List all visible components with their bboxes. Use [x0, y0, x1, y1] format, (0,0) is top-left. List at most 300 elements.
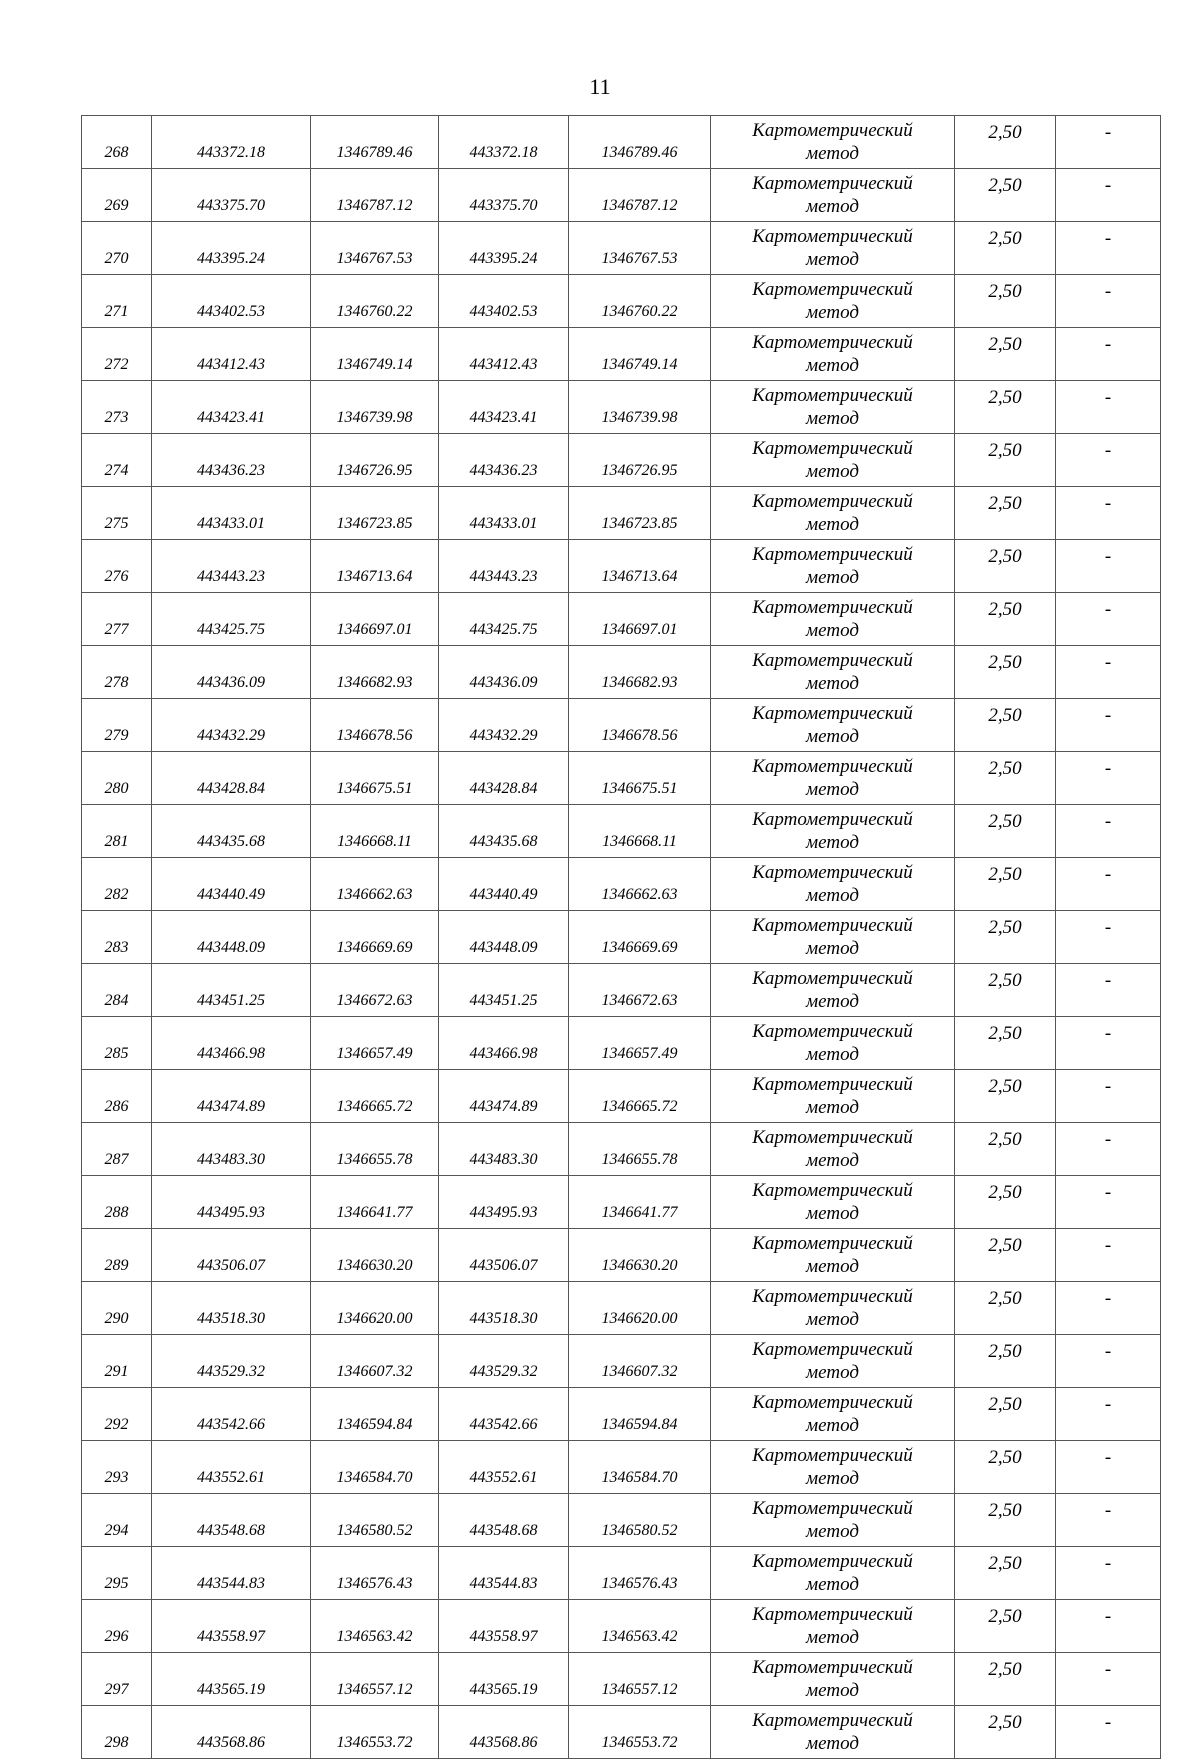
x-existing-cell: 443375.70	[152, 169, 311, 222]
point-number-cell: 274	[82, 434, 152, 487]
accuracy-cell: 2,50	[955, 540, 1056, 593]
y-existing-cell: 1346787.12	[311, 169, 439, 222]
method-line-2: метод	[806, 461, 859, 482]
x-existing-cell: 443402.53	[152, 275, 311, 328]
method-line-2: метод	[806, 143, 859, 164]
note-cell: -	[1056, 540, 1161, 593]
x-existing-cell: 443436.23	[152, 434, 311, 487]
method-line-1: Картометрический	[752, 1657, 913, 1678]
x-new-cell: 443518.30	[439, 1282, 569, 1335]
x-new-cell: 443440.49	[439, 858, 569, 911]
method-line-2: метод	[806, 514, 859, 535]
method-cell	[711, 911, 955, 964]
method-line-2: метод	[806, 1044, 859, 1065]
method-line-1: Картометрический	[752, 597, 913, 618]
table-row	[82, 381, 1161, 434]
table-row	[82, 1547, 1161, 1600]
method-line-1: Картометрический	[752, 1498, 913, 1519]
y-existing-cell: 1346563.42	[311, 1600, 439, 1653]
accuracy-cell: 2,50	[955, 1176, 1056, 1229]
x-existing-cell: 443495.93	[152, 1176, 311, 1229]
method-line-1: Картометрический	[752, 491, 913, 512]
table-row	[82, 169, 1161, 222]
page-number: 11	[589, 74, 611, 99]
x-new-cell: 443443.23	[439, 540, 569, 593]
point-number-cell: 277	[82, 593, 152, 646]
y-new-cell: 1346697.01	[569, 593, 711, 646]
note-cell: -	[1056, 699, 1161, 752]
table-row	[82, 911, 1161, 964]
y-existing-cell: 1346657.49	[311, 1017, 439, 1070]
table-row	[82, 1600, 1161, 1653]
x-existing-cell: 443483.30	[152, 1123, 311, 1176]
method-line-1: Картометрический	[752, 1286, 913, 1307]
coordinates-table	[81, 115, 1161, 1759]
x-new-cell: 443451.25	[439, 964, 569, 1017]
x-existing-cell: 443435.68	[152, 805, 311, 858]
accuracy-cell: 2,50	[955, 1282, 1056, 1335]
accuracy-cell: 2,50	[955, 858, 1056, 911]
x-existing-cell: 443568.86	[152, 1706, 311, 1759]
point-number-cell: 275	[82, 487, 152, 540]
table-row	[82, 1388, 1161, 1441]
x-existing-cell: 443474.89	[152, 1070, 311, 1123]
point-number-cell: 279	[82, 699, 152, 752]
x-new-cell: 443544.83	[439, 1547, 569, 1600]
table-row	[82, 1282, 1161, 1335]
method-line-1: Картометрический	[752, 173, 913, 194]
y-existing-cell: 1346675.51	[311, 752, 439, 805]
method-line-1: Картометрический	[752, 756, 913, 777]
y-new-cell: 1346563.42	[569, 1600, 711, 1653]
accuracy-cell: 2,50	[955, 381, 1056, 434]
x-existing-cell: 443466.98	[152, 1017, 311, 1070]
y-new-cell: 1346749.14	[569, 328, 711, 381]
method-cell	[711, 858, 955, 911]
x-new-cell: 443436.23	[439, 434, 569, 487]
method-cell	[711, 1123, 955, 1176]
y-existing-cell: 1346697.01	[311, 593, 439, 646]
point-number-cell: 290	[82, 1282, 152, 1335]
method-cell	[711, 1441, 955, 1494]
accuracy-cell: 2,50	[955, 752, 1056, 805]
point-number-cell: 272	[82, 328, 152, 381]
x-new-cell: 443542.66	[439, 1388, 569, 1441]
x-existing-cell: 443544.83	[152, 1547, 311, 1600]
note-cell: -	[1056, 328, 1161, 381]
accuracy-cell: 2,50	[955, 1706, 1056, 1759]
note-cell: -	[1056, 805, 1161, 858]
point-number-cell: 292	[82, 1388, 152, 1441]
point-number-cell: 288	[82, 1176, 152, 1229]
method-line-1: Картометрический	[752, 1551, 913, 1572]
y-existing-cell: 1346678.56	[311, 699, 439, 752]
point-number-cell: 273	[82, 381, 152, 434]
method-cell	[711, 964, 955, 1017]
y-new-cell: 1346682.93	[569, 646, 711, 699]
note-cell: -	[1056, 593, 1161, 646]
table-row	[82, 1494, 1161, 1547]
method-line-1: Картометрический	[752, 1074, 913, 1095]
x-new-cell: 443423.41	[439, 381, 569, 434]
method-line-2: метод	[806, 1574, 859, 1595]
accuracy-cell: 2,50	[955, 1017, 1056, 1070]
y-new-cell: 1346641.77	[569, 1176, 711, 1229]
y-new-cell: 1346669.69	[569, 911, 711, 964]
x-existing-cell: 443506.07	[152, 1229, 311, 1282]
method-line-1: Картометрический	[752, 385, 913, 406]
note-cell: -	[1056, 487, 1161, 540]
x-existing-cell: 443395.24	[152, 222, 311, 275]
point-number-cell: 297	[82, 1653, 152, 1706]
x-new-cell: 443375.70	[439, 169, 569, 222]
note-cell: -	[1056, 1335, 1161, 1388]
table-row	[82, 540, 1161, 593]
point-number-cell: 282	[82, 858, 152, 911]
accuracy-cell: 2,50	[955, 1600, 1056, 1653]
method-cell	[711, 1494, 955, 1547]
y-new-cell: 1346678.56	[569, 699, 711, 752]
x-new-cell: 443372.18	[439, 116, 569, 169]
accuracy-cell: 2,50	[955, 222, 1056, 275]
method-cell	[711, 275, 955, 328]
y-new-cell: 1346657.49	[569, 1017, 711, 1070]
note-cell: -	[1056, 1176, 1161, 1229]
note-cell: -	[1056, 1229, 1161, 1282]
method-line-2: метод	[806, 726, 859, 747]
point-number-cell: 271	[82, 275, 152, 328]
method-line-2: метод	[806, 1309, 859, 1330]
x-new-cell: 443433.01	[439, 487, 569, 540]
method-line-2: метод	[806, 991, 859, 1012]
note-cell: -	[1056, 381, 1161, 434]
y-existing-cell: 1346682.93	[311, 646, 439, 699]
method-line-2: метод	[806, 1733, 859, 1754]
method-line-2: метод	[806, 1415, 859, 1436]
method-line-1: Картометрический	[752, 862, 913, 883]
method-line-1: Картометрический	[752, 1127, 913, 1148]
method-line-2: метод	[806, 832, 859, 853]
x-existing-cell: 443518.30	[152, 1282, 311, 1335]
y-new-cell: 1346723.85	[569, 487, 711, 540]
point-number-cell: 270	[82, 222, 152, 275]
table-row	[82, 1017, 1161, 1070]
x-existing-cell: 443428.84	[152, 752, 311, 805]
y-existing-cell: 1346749.14	[311, 328, 439, 381]
y-existing-cell: 1346672.63	[311, 964, 439, 1017]
y-existing-cell: 1346630.20	[311, 1229, 439, 1282]
y-existing-cell: 1346576.43	[311, 1547, 439, 1600]
accuracy-cell: 2,50	[955, 1547, 1056, 1600]
method-cell	[711, 1282, 955, 1335]
y-existing-cell: 1346557.12	[311, 1653, 439, 1706]
accuracy-cell: 2,50	[955, 964, 1056, 1017]
y-new-cell: 1346607.32	[569, 1335, 711, 1388]
method-line-2: метод	[806, 1468, 859, 1489]
y-new-cell: 1346665.72	[569, 1070, 711, 1123]
x-new-cell: 443466.98	[439, 1017, 569, 1070]
y-existing-cell: 1346553.72	[311, 1706, 439, 1759]
method-cell	[711, 1070, 955, 1123]
method-cell	[711, 1176, 955, 1229]
table-row	[82, 487, 1161, 540]
method-line-2: метод	[806, 1362, 859, 1383]
y-existing-cell: 1346669.69	[311, 911, 439, 964]
note-cell: -	[1056, 1388, 1161, 1441]
method-cell	[711, 593, 955, 646]
y-existing-cell: 1346584.70	[311, 1441, 439, 1494]
y-new-cell: 1346580.52	[569, 1494, 711, 1547]
x-existing-cell: 443440.49	[152, 858, 311, 911]
y-existing-cell: 1346789.46	[311, 116, 439, 169]
y-existing-cell: 1346662.63	[311, 858, 439, 911]
point-number-cell: 283	[82, 911, 152, 964]
point-number-cell: 269	[82, 169, 152, 222]
method-cell	[711, 805, 955, 858]
point-number-cell: 287	[82, 1123, 152, 1176]
table-row	[82, 328, 1161, 381]
x-new-cell: 443428.84	[439, 752, 569, 805]
accuracy-cell: 2,50	[955, 1070, 1056, 1123]
method-cell	[711, 328, 955, 381]
x-existing-cell: 443552.61	[152, 1441, 311, 1494]
accuracy-cell: 2,50	[955, 1335, 1056, 1388]
y-new-cell: 1346668.11	[569, 805, 711, 858]
accuracy-cell: 2,50	[955, 1653, 1056, 1706]
note-cell: -	[1056, 1706, 1161, 1759]
method-line-2: метод	[806, 249, 859, 270]
point-number-cell: 293	[82, 1441, 152, 1494]
y-new-cell: 1346767.53	[569, 222, 711, 275]
note-cell: -	[1056, 1017, 1161, 1070]
method-line-2: метод	[806, 1256, 859, 1277]
note-cell: -	[1056, 1441, 1161, 1494]
method-line-1: Картометрический	[752, 809, 913, 830]
note-cell: -	[1056, 275, 1161, 328]
method-line-1: Картометрический	[752, 1392, 913, 1413]
method-cell	[711, 1547, 955, 1600]
y-new-cell: 1346675.51	[569, 752, 711, 805]
y-existing-cell: 1346655.78	[311, 1123, 439, 1176]
x-new-cell: 443495.93	[439, 1176, 569, 1229]
point-number-cell: 284	[82, 964, 152, 1017]
x-new-cell: 443435.68	[439, 805, 569, 858]
note-cell: -	[1056, 964, 1161, 1017]
x-existing-cell: 443542.66	[152, 1388, 311, 1441]
point-number-cell: 291	[82, 1335, 152, 1388]
table-row	[82, 1070, 1161, 1123]
method-line-1: Картометрический	[752, 226, 913, 247]
y-existing-cell: 1346594.84	[311, 1388, 439, 1441]
point-number-cell: 294	[82, 1494, 152, 1547]
method-line-1: Картометрический	[752, 968, 913, 989]
y-new-cell: 1346620.00	[569, 1282, 711, 1335]
y-new-cell: 1346584.70	[569, 1441, 711, 1494]
y-new-cell: 1346557.12	[569, 1653, 711, 1706]
point-number-cell: 280	[82, 752, 152, 805]
accuracy-cell: 2,50	[955, 1388, 1056, 1441]
method-cell	[711, 699, 955, 752]
note-cell: -	[1056, 911, 1161, 964]
x-new-cell: 443474.89	[439, 1070, 569, 1123]
y-new-cell: 1346630.20	[569, 1229, 711, 1282]
method-cell	[711, 1335, 955, 1388]
note-cell: -	[1056, 1282, 1161, 1335]
point-number-cell: 285	[82, 1017, 152, 1070]
y-new-cell: 1346662.63	[569, 858, 711, 911]
y-new-cell: 1346726.95	[569, 434, 711, 487]
method-line-2: метод	[806, 302, 859, 323]
accuracy-cell: 2,50	[955, 169, 1056, 222]
method-line-1: Картометрический	[752, 120, 913, 141]
x-new-cell: 443402.53	[439, 275, 569, 328]
x-existing-cell: 443548.68	[152, 1494, 311, 1547]
accuracy-cell: 2,50	[955, 1441, 1056, 1494]
method-cell	[711, 1017, 955, 1070]
y-new-cell: 1346739.98	[569, 381, 711, 434]
method-cell	[711, 752, 955, 805]
method-line-1: Картометрический	[752, 650, 913, 671]
x-existing-cell: 443443.23	[152, 540, 311, 593]
accuracy-cell: 2,50	[955, 805, 1056, 858]
note-cell: -	[1056, 1070, 1161, 1123]
note-cell: -	[1056, 434, 1161, 487]
accuracy-cell: 2,50	[955, 911, 1056, 964]
table-row	[82, 1123, 1161, 1176]
x-new-cell: 443432.29	[439, 699, 569, 752]
table-row	[82, 699, 1161, 752]
method-line-2: метод	[806, 885, 859, 906]
note-cell: -	[1056, 1653, 1161, 1706]
y-new-cell: 1346553.72	[569, 1706, 711, 1759]
method-line-1: Картометрический	[752, 332, 913, 353]
y-new-cell: 1346576.43	[569, 1547, 711, 1600]
y-existing-cell: 1346760.22	[311, 275, 439, 328]
x-existing-cell: 443433.01	[152, 487, 311, 540]
y-existing-cell: 1346723.85	[311, 487, 439, 540]
table-row	[82, 222, 1161, 275]
x-new-cell: 443552.61	[439, 1441, 569, 1494]
point-number-cell: 289	[82, 1229, 152, 1282]
note-cell: -	[1056, 169, 1161, 222]
x-existing-cell: 443529.32	[152, 1335, 311, 1388]
table-row	[82, 116, 1161, 169]
y-new-cell: 1346713.64	[569, 540, 711, 593]
method-cell	[711, 116, 955, 169]
x-new-cell: 443506.07	[439, 1229, 569, 1282]
x-new-cell: 443483.30	[439, 1123, 569, 1176]
method-cell	[711, 381, 955, 434]
x-new-cell: 443558.97	[439, 1600, 569, 1653]
x-existing-cell: 443372.18	[152, 116, 311, 169]
method-line-1: Картометрический	[752, 703, 913, 724]
x-new-cell: 443412.43	[439, 328, 569, 381]
note-cell: -	[1056, 222, 1161, 275]
table-row	[82, 1229, 1161, 1282]
method-line-2: метод	[806, 673, 859, 694]
note-cell: -	[1056, 1547, 1161, 1600]
x-new-cell: 443565.19	[439, 1653, 569, 1706]
x-existing-cell: 443436.09	[152, 646, 311, 699]
table-row	[82, 275, 1161, 328]
table-row	[82, 1335, 1161, 1388]
accuracy-cell: 2,50	[955, 116, 1056, 169]
x-new-cell: 443448.09	[439, 911, 569, 964]
table-row	[82, 805, 1161, 858]
x-new-cell: 443395.24	[439, 222, 569, 275]
x-existing-cell: 443448.09	[152, 911, 311, 964]
y-new-cell: 1346787.12	[569, 169, 711, 222]
x-existing-cell: 443451.25	[152, 964, 311, 1017]
x-existing-cell: 443432.29	[152, 699, 311, 752]
method-line-1: Картометрический	[752, 1710, 913, 1731]
method-line-1: Картометрический	[752, 1021, 913, 1042]
table-row	[82, 434, 1161, 487]
table-row	[82, 858, 1161, 911]
accuracy-cell: 2,50	[955, 1123, 1056, 1176]
method-line-2: метод	[806, 355, 859, 376]
method-line-1: Картометрический	[752, 915, 913, 936]
method-cell	[711, 434, 955, 487]
method-line-2: метод	[806, 196, 859, 217]
method-cell	[711, 222, 955, 275]
note-cell: -	[1056, 752, 1161, 805]
y-existing-cell: 1346620.00	[311, 1282, 439, 1335]
point-number-cell: 276	[82, 540, 152, 593]
accuracy-cell: 2,50	[955, 328, 1056, 381]
accuracy-cell: 2,50	[955, 699, 1056, 752]
note-cell: -	[1056, 116, 1161, 169]
method-cell	[711, 646, 955, 699]
method-cell	[711, 1229, 955, 1282]
accuracy-cell: 2,50	[955, 487, 1056, 540]
method-line-1: Картометрический	[752, 544, 913, 565]
y-existing-cell: 1346665.72	[311, 1070, 439, 1123]
accuracy-cell: 2,50	[955, 275, 1056, 328]
accuracy-cell: 2,50	[955, 434, 1056, 487]
y-existing-cell: 1346580.52	[311, 1494, 439, 1547]
y-existing-cell: 1346767.53	[311, 222, 439, 275]
method-line-1: Картометрический	[752, 1233, 913, 1254]
method-line-1: Картометрический	[752, 279, 913, 300]
y-existing-cell: 1346739.98	[311, 381, 439, 434]
table-row	[82, 1441, 1161, 1494]
method-line-2: метод	[806, 1203, 859, 1224]
method-line-1: Картометрический	[752, 438, 913, 459]
note-cell: -	[1056, 1600, 1161, 1653]
method-line-2: метод	[806, 1097, 859, 1118]
x-existing-cell: 443412.43	[152, 328, 311, 381]
table-row	[82, 1176, 1161, 1229]
table-row	[82, 1706, 1161, 1759]
note-cell: -	[1056, 858, 1161, 911]
method-line-2: метод	[806, 408, 859, 429]
x-existing-cell: 443558.97	[152, 1600, 311, 1653]
x-new-cell: 443568.86	[439, 1706, 569, 1759]
y-new-cell: 1346789.46	[569, 116, 711, 169]
method-line-2: метод	[806, 779, 859, 800]
method-cell	[711, 169, 955, 222]
y-existing-cell: 1346641.77	[311, 1176, 439, 1229]
y-existing-cell: 1346726.95	[311, 434, 439, 487]
y-new-cell: 1346594.84	[569, 1388, 711, 1441]
accuracy-cell: 2,50	[955, 593, 1056, 646]
method-line-2: метод	[806, 1150, 859, 1171]
accuracy-cell: 2,50	[955, 1494, 1056, 1547]
point-number-cell: 296	[82, 1600, 152, 1653]
method-line-1: Картометрический	[752, 1339, 913, 1360]
method-cell	[711, 487, 955, 540]
